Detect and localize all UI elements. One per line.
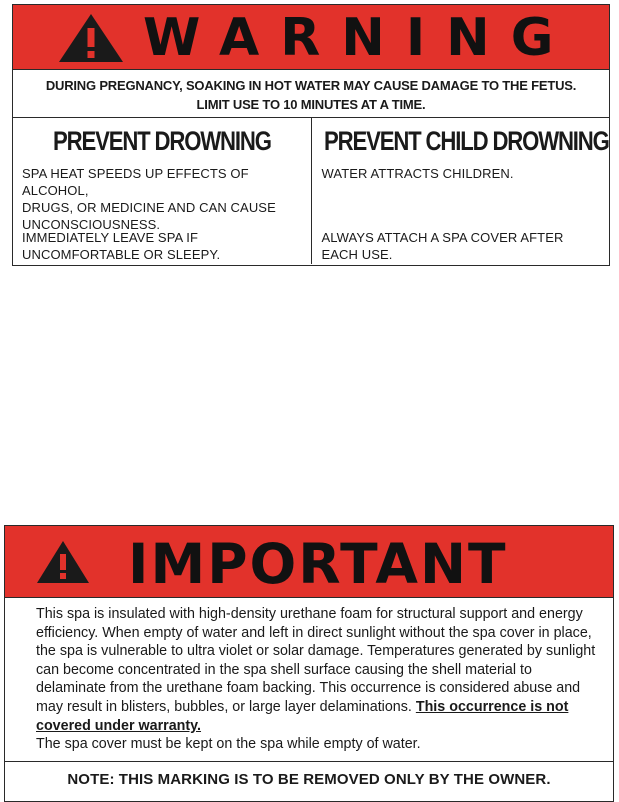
warning-triangle-icon <box>57 12 125 64</box>
important-label <box>4 525 614 802</box>
pregnancy-line-1: DURING PREGNANCY, SOAKING IN HOT WATER MAY CAUSE DAMAGE TO THE FETUS. <box>45 78 577 93</box>
attracts-children-text: WATER ATTRACTS CHILDREN. <box>321 166 514 181</box>
warranty-notice: This occurrence is not covered under warranty. <box>36 698 569 734</box>
drowning-columns <box>13 118 609 264</box>
prevent-child-drowning-heading: PREVENT CHILD DROWNING <box>323 126 609 156</box>
important-title: IMPORTANT <box>128 532 508 596</box>
pregnancy-line-2: LIMIT USE TO 10 MINUTES AT A TIME. <box>196 97 426 112</box>
prevent-drowning-heading: PREVENT DROWNING <box>53 126 271 156</box>
warning-label <box>12 4 610 266</box>
important-body <box>5 598 613 762</box>
important-banner <box>5 526 613 598</box>
warning-banner <box>13 5 609 70</box>
insulation-text: This spa is insulated with high-density urethane foam for structural support and energy efficiency. When empty of water and left in direct sunlight without the spa cover in place, the spa is vulnerable to ultra violet or solar damage. Temperatures generated by sunlight can become concentrated in the spa shell surface causing the shell material to delaminate from the urethane foam backing. This occurrence is considered abuse and may result in blisters, bubbles, or large layer delaminations. <box>36 606 596 715</box>
warning-triangle-icon <box>35 539 91 585</box>
spa-cover-text: ALWAYS ATTACH A SPA COVER AFTER EACH USE. <box>321 230 564 262</box>
prevent-child-drowning-panel <box>312 118 610 264</box>
spa-cover-instruction: The spa cover must be kept on the spa while empty of water. <box>36 736 421 753</box>
leave-spa-text: IMMEDIATELY LEAVE SPA IF UNCOMFORTABLE OR SLEEPY. <box>22 230 221 262</box>
prevent-drowning-panel <box>13 118 312 264</box>
alcohol-warning-text: SPA HEAT SPEEDS UP EFFECTS OF ALCOHOL, DRUGS, OR MEDICINE AND CAN CAUSE UNCONSCIOUSNESS. <box>22 166 276 232</box>
removal-note: NOTE: THIS MARKING IS TO BE REMOVED ONLY BY THE OWNER. <box>67 771 551 788</box>
warning-title: WARNING <box>143 8 575 68</box>
pregnancy-warning <box>13 70 609 118</box>
